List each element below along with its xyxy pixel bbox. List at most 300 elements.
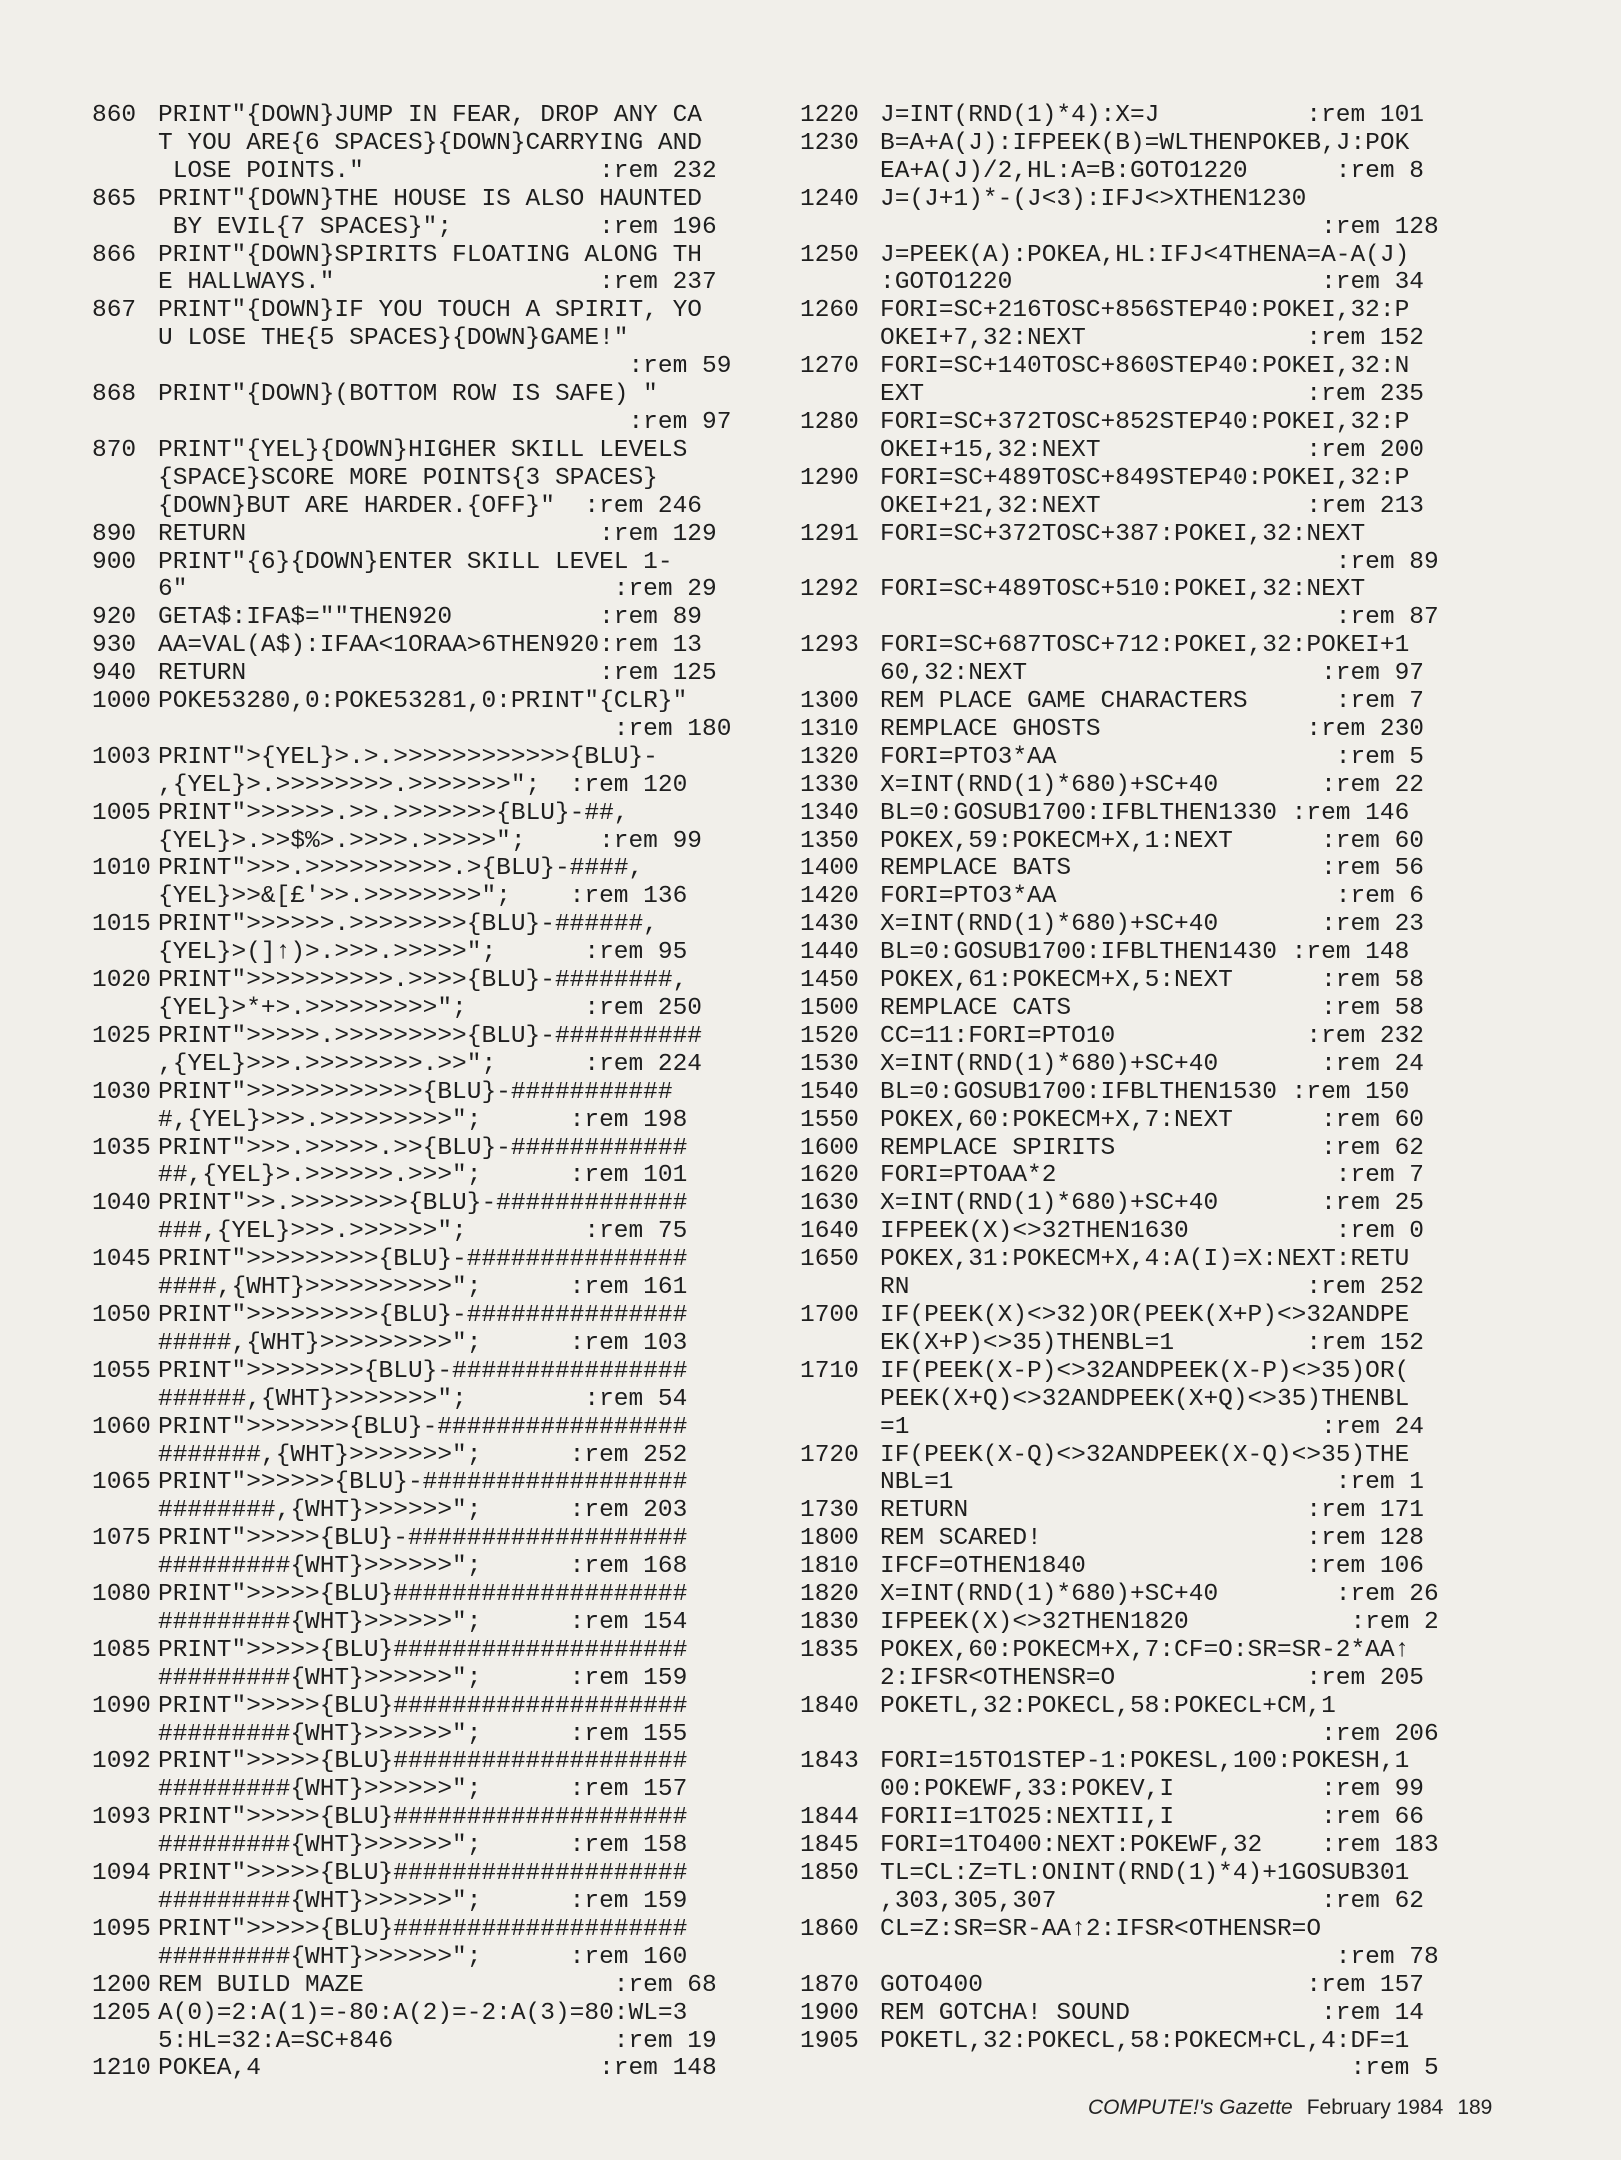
code-line	[800, 214, 1495, 242]
code-text: :GOTO1220 :rem 34	[880, 269, 1424, 297]
code-line	[92, 381, 782, 409]
code-text: FORI=SC+140TOSC+860STEP40:POKEI,32:N	[880, 353, 1410, 381]
line-number: 860	[92, 102, 137, 129]
code-line	[92, 2028, 782, 2056]
code-line	[92, 1776, 782, 1804]
code-text: #########{WHT}>>>>>>"; :rem 158	[158, 1832, 688, 1860]
code-text: B=A+A(J):IFPEEK(B)=WLTHENPOKEB,J:POK	[880, 129, 1410, 157]
code-line	[800, 437, 1495, 465]
line-number: 1850	[800, 1860, 859, 1888]
line-number: 1220	[800, 102, 859, 129]
code-text: #,{YEL}>>>.>>>>>>>>>"; :rem 198	[158, 1106, 688, 1134]
code-line	[800, 1693, 1495, 1721]
code-line	[800, 1944, 1495, 1972]
code-text: #########{WHT}>>>>>>"; :rem 159	[158, 1888, 688, 1915]
code-line	[800, 493, 1495, 521]
right-code-column	[800, 102, 1495, 2083]
code-text: RETURN :rem 171	[880, 1497, 1424, 1525]
code-text: PRINT">>>>>{BLU}####################	[158, 1692, 688, 1720]
code-line	[92, 772, 782, 800]
code-line	[800, 1023, 1495, 1051]
line-number: 1240	[800, 185, 859, 213]
line-number: 1350	[800, 827, 859, 855]
code-text: PRINT">>>>>{BLU}####################	[158, 1804, 688, 1832]
code-line	[800, 1804, 1495, 1832]
line-number: 1005	[92, 799, 151, 827]
line-number	[800, 158, 880, 186]
code-line	[92, 576, 782, 604]
code-text: FORI=SC+489TOSC+849STEP40:POKEI,32:P	[880, 464, 1410, 492]
line-number: 1055	[92, 1357, 151, 1385]
line-number: 1020	[92, 967, 151, 995]
code-text: X=INT(RND(1)*680)+SC+40 :rem 23	[880, 911, 1424, 939]
code-line	[92, 1497, 782, 1525]
line-number	[800, 1386, 880, 1414]
code-text: U LOSE THE{5 SPACES}{DOWN}GAME!"	[158, 325, 629, 353]
code-line	[800, 297, 1495, 325]
code-line	[92, 1442, 782, 1470]
code-text: ####,{WHT}>>>>>>>>>>"; :rem 161	[158, 1274, 688, 1302]
code-line	[92, 1665, 782, 1693]
code-line	[92, 297, 782, 325]
code-text: BY EVIL{7 SPACES}"; :rem 196	[158, 213, 717, 241]
code-text: ######,{WHT}>>>>>>>"; :rem 54	[158, 1385, 688, 1413]
line-number: 1065	[92, 1469, 151, 1497]
code-line	[800, 2028, 1495, 2056]
line-number: 1040	[92, 1190, 151, 1218]
code-text: :rem 78	[880, 1943, 1439, 1971]
code-text: FORI=SC+687TOSC+712:POKEI,32:POKEI+1	[880, 632, 1410, 660]
line-number	[92, 1107, 158, 1135]
code-text: :rem 206	[880, 1720, 1439, 1748]
code-text: EK(X+P)<>35)THENBL=1 :rem 152	[880, 1329, 1424, 1357]
line-number	[92, 1497, 158, 1525]
line-number	[92, 939, 158, 967]
line-number: 1050	[92, 1301, 151, 1329]
code-text: REMPLACE BATS :rem 56	[880, 855, 1424, 883]
line-number	[800, 1665, 880, 1693]
code-text: {YEL}>(]↑)>.>>>.>>>>>"; :rem 95	[158, 939, 688, 967]
code-line	[800, 2055, 1495, 2083]
code-text: J=(J+1)*-(J<3):IFJ<>XTHEN1230	[880, 185, 1307, 213]
line-number	[92, 1386, 158, 1414]
line-number: 1092	[92, 1748, 151, 1776]
code-line	[92, 1748, 782, 1776]
code-line	[800, 325, 1495, 353]
code-text: PRINT"{DOWN}JUMP IN FEAR, DROP ANY CA	[158, 102, 702, 129]
line-number: 1085	[92, 1636, 151, 1664]
code-text: REM SCARED! :rem 128	[880, 1525, 1424, 1553]
code-line	[92, 800, 782, 828]
line-number	[92, 1944, 158, 1972]
code-line	[92, 1944, 782, 1972]
code-line	[92, 214, 782, 242]
code-line	[92, 2055, 782, 2083]
code-line	[92, 883, 782, 911]
line-number: 1810	[800, 1553, 859, 1581]
code-text: #####,{WHT}>>>>>>>>>"; :rem 103	[158, 1329, 688, 1357]
code-line	[92, 1553, 782, 1581]
code-line	[92, 1358, 782, 1386]
line-number	[92, 214, 158, 242]
code-text: ##,{YEL}>.>>>>>>.>>>"; :rem 101	[158, 1162, 688, 1190]
code-line	[800, 1916, 1495, 1944]
code-line	[800, 521, 1495, 549]
line-number: 920	[92, 604, 137, 632]
line-number: 1400	[800, 855, 859, 883]
line-number	[92, 1665, 158, 1693]
code-line	[800, 1860, 1495, 1888]
code-text: GOTO400 :rem 157	[880, 1971, 1424, 1999]
code-text: {YEL}>*+>.>>>>>>>>>"; :rem 250	[158, 995, 702, 1022]
line-number	[92, 1330, 158, 1358]
line-number	[92, 1721, 158, 1749]
code-line	[92, 1832, 782, 1860]
line-number: 1530	[800, 1050, 859, 1078]
code-line	[800, 1358, 1495, 1386]
line-number	[800, 1776, 880, 1804]
code-line	[800, 186, 1495, 214]
code-line	[92, 1330, 782, 1358]
code-line	[800, 1553, 1495, 1581]
code-line	[800, 1888, 1495, 1916]
code-line	[92, 1079, 782, 1107]
code-text: :rem 128	[880, 213, 1439, 241]
line-number: 1905	[800, 2027, 859, 2055]
line-number	[92, 158, 158, 186]
line-number: 870	[92, 436, 137, 464]
line-number	[800, 214, 880, 242]
code-line	[800, 1386, 1495, 1414]
code-line	[800, 1469, 1495, 1497]
code-text: PRINT"{6}{DOWN}ENTER SKILL LEVEL 1-	[158, 548, 673, 576]
code-text: REM PLACE GAME CHARACTERS :rem 7	[880, 688, 1424, 716]
code-text: #########{WHT}>>>>>>"; :rem 157	[158, 1776, 688, 1804]
code-text: PRINT"{DOWN}(BOTTOM ROW IS SAFE) "	[158, 381, 658, 409]
code-line	[92, 1386, 782, 1414]
code-line	[92, 437, 782, 465]
code-line	[92, 1860, 782, 1888]
code-line	[92, 911, 782, 939]
code-line	[800, 158, 1495, 186]
code-line	[800, 1414, 1495, 1442]
code-line	[800, 1107, 1495, 1135]
line-number: 1200	[92, 1971, 151, 1999]
code-line	[92, 353, 782, 381]
code-text: PRINT">>>>>.>>>>>>>>>{BLU}-##########	[158, 1022, 702, 1050]
code-text: A(0)=2:A(1)=-80:A(2)=-2:A(3)=80:WL=3	[158, 1999, 688, 2027]
code-line	[800, 576, 1495, 604]
line-number	[800, 1414, 880, 1442]
code-text: 00:POKEWF,33:POKEV,I :rem 99	[880, 1776, 1424, 1804]
line-number: 1310	[800, 715, 859, 743]
code-text: 2:IFSR<OTHENSR=O :rem 205	[880, 1664, 1424, 1692]
code-line	[800, 130, 1495, 158]
code-line	[92, 744, 782, 772]
code-line	[800, 1776, 1495, 1804]
code-line	[92, 1581, 782, 1609]
line-number	[92, 325, 158, 353]
line-number: 1093	[92, 1804, 151, 1832]
code-text: REM BUILD MAZE :rem 68	[158, 1971, 717, 1999]
code-line	[92, 1274, 782, 1302]
line-number: 1320	[800, 743, 859, 771]
code-text: FORI=1TO400:NEXT:POKEWF,32 :rem 183	[880, 1832, 1439, 1860]
line-number	[92, 353, 158, 381]
line-number: 890	[92, 520, 137, 548]
line-number	[800, 1274, 880, 1302]
line-number	[800, 604, 880, 632]
code-text: PRINT"{YEL}{DOWN}HIGHER SKILL LEVELS	[158, 436, 688, 464]
line-number: 868	[92, 381, 137, 409]
code-line	[800, 2000, 1495, 2028]
code-text: 6" :rem 29	[158, 576, 717, 604]
line-number	[92, 1553, 158, 1581]
code-text: :rem 87	[880, 604, 1439, 632]
line-number: 866	[92, 241, 137, 269]
code-line	[800, 1330, 1495, 1358]
code-text: IF(PEEK(X-P)<>32ANDPEEK(X-P)<>35)OR(	[880, 1357, 1410, 1385]
code-line	[800, 1274, 1495, 1302]
code-text: OKEI+7,32:NEXT :rem 152	[880, 325, 1424, 353]
code-text: FORI=PTO3*AA :rem 6	[880, 883, 1424, 911]
code-line	[800, 1135, 1495, 1163]
line-number: 1600	[800, 1134, 859, 1162]
code-text: POKEX,60:POKECM+X,7:CF=O:SR=SR-2*AA↑	[880, 1636, 1410, 1664]
line-number: 1035	[92, 1134, 151, 1162]
code-text: POKEX,61:POKECM+X,5:NEXT :rem 58	[880, 967, 1424, 995]
line-number	[92, 409, 158, 437]
code-line	[92, 1916, 782, 1944]
code-line	[800, 939, 1495, 967]
code-line	[92, 325, 782, 353]
code-text: PRINT">>>.>>>>>>>>>>.>{BLU}-####,	[158, 855, 644, 883]
line-number: 1030	[92, 1078, 151, 1106]
code-text: EA+A(J)/2,HL:A=B:GOTO1220 :rem 8	[880, 157, 1424, 185]
code-line	[800, 242, 1495, 270]
code-text: X=INT(RND(1)*680)+SC+40 :rem 25	[880, 1190, 1424, 1218]
line-number: 1045	[92, 1246, 151, 1274]
code-line	[800, 1442, 1495, 1470]
line-number: 865	[92, 185, 137, 213]
code-line	[92, 688, 782, 716]
code-text: {DOWN}BUT ARE HARDER.{OFF}" :rem 246	[158, 492, 702, 520]
line-number	[92, 130, 158, 158]
line-number: 1800	[800, 1525, 859, 1553]
code-text: GETA$:IFA$=""THEN920 :rem 89	[158, 604, 702, 632]
code-line	[800, 688, 1495, 716]
code-line	[800, 1302, 1495, 1330]
line-number	[92, 883, 158, 911]
code-line	[92, 1218, 782, 1246]
code-text: PRINT">>>>>>>>>>>>{BLU}-###########	[158, 1078, 673, 1106]
code-line	[800, 1497, 1495, 1525]
code-text: #########{WHT}>>>>>>"; :rem 159	[158, 1664, 688, 1692]
code-text: ########,{WHT}>>>>>>"; :rem 203	[158, 1497, 688, 1525]
line-number: 1340	[800, 799, 859, 827]
code-text: POKETL,32:POKECL,58:POKECL+CM,1	[880, 1692, 1336, 1720]
line-number	[800, 325, 880, 353]
line-number: 1540	[800, 1078, 859, 1106]
line-number: 1300	[800, 688, 859, 716]
line-number: 1010	[92, 855, 151, 883]
code-text: ,{YEL}>.>>>>>>>>.>>>>>>>"; :rem 120	[158, 771, 688, 799]
publication-name: COMPUTE!'s Gazette	[1088, 2096, 1293, 2119]
code-text: LOSE POINTS." :rem 232	[158, 157, 717, 185]
code-text: PRINT">{YEL}>.>.>>>>>>>>>>>>{BLU}-	[158, 743, 658, 771]
code-text: PRINT"{DOWN}SPIRITS FLOATING ALONG TH	[158, 241, 702, 269]
code-text: REMPLACE GHOSTS :rem 230	[880, 715, 1424, 743]
line-number	[92, 995, 158, 1023]
code-text: E HALLWAYS." :rem 237	[158, 269, 717, 297]
code-line	[800, 549, 1495, 577]
code-text: PRINT">>>>>>{BLU}-##################	[158, 1469, 688, 1497]
line-number: 1000	[92, 688, 151, 716]
code-line	[92, 1804, 782, 1832]
code-text: T YOU ARE{6 SPACES}{DOWN}CARRYING AND	[158, 129, 702, 157]
code-line	[92, 939, 782, 967]
code-line	[92, 158, 782, 186]
line-number	[92, 772, 158, 800]
line-number: 1720	[800, 1441, 859, 1469]
line-number: 1075	[92, 1525, 151, 1553]
code-line	[800, 381, 1495, 409]
code-text: OKEI+21,32:NEXT :rem 213	[880, 492, 1424, 520]
code-line	[800, 772, 1495, 800]
line-number	[800, 437, 880, 465]
code-line	[92, 1023, 782, 1051]
line-number	[800, 269, 880, 297]
code-text: POKEX,60:POKECM+X,7:NEXT :rem 60	[880, 1106, 1424, 1134]
line-number	[92, 269, 158, 297]
line-number: 1230	[800, 129, 859, 157]
code-line	[92, 1162, 782, 1190]
line-number: 1650	[800, 1246, 859, 1274]
code-text: RETURN :rem 125	[158, 660, 717, 688]
line-number: 940	[92, 660, 137, 688]
line-number: 1080	[92, 1581, 151, 1609]
line-number	[92, 2028, 158, 2056]
code-line	[92, 1637, 782, 1665]
code-line	[92, 269, 782, 297]
line-number	[92, 1888, 158, 1916]
line-number: 930	[92, 632, 137, 660]
code-line	[92, 549, 782, 577]
code-line	[92, 186, 782, 214]
code-line	[800, 1051, 1495, 1079]
line-number: 1260	[800, 297, 859, 325]
line-number: 1500	[800, 995, 859, 1022]
line-number: 1550	[800, 1106, 859, 1134]
code-text: J=PEEK(A):POKEA,HL:IFJ<4THENA=A-A(J)	[880, 241, 1410, 269]
code-line	[92, 242, 782, 270]
line-number	[800, 1330, 880, 1358]
code-text: :rem 89	[880, 548, 1439, 576]
code-line	[92, 995, 782, 1023]
code-line	[800, 744, 1495, 772]
line-number: 1015	[92, 911, 151, 939]
issue-date: February 1984	[1306, 2096, 1444, 2119]
line-number: 1291	[800, 520, 859, 548]
left-code-column	[92, 102, 782, 2083]
code-line	[92, 102, 782, 130]
code-text: ###,{YEL}>>>.>>>>>>"; :rem 75	[158, 1218, 688, 1246]
code-line	[800, 465, 1495, 493]
code-text: :rem 97	[158, 408, 732, 436]
line-number: 1840	[800, 1692, 859, 1720]
line-number: 1450	[800, 967, 859, 995]
code-text: IFCF=OTHEN1840 :rem 106	[880, 1553, 1424, 1581]
code-line	[800, 1609, 1495, 1637]
code-line	[800, 102, 1495, 130]
code-line	[92, 1107, 782, 1135]
code-text: =1 :rem 24	[880, 1413, 1424, 1441]
code-line	[800, 1190, 1495, 1218]
code-line	[800, 967, 1495, 995]
code-text: POKEX,59:POKECM+X,1:NEXT :rem 60	[880, 827, 1424, 855]
code-text: IFPEEK(X)<>32THEN1820 :rem 2	[880, 1608, 1439, 1636]
line-number: 1440	[800, 939, 859, 967]
code-line	[800, 716, 1495, 744]
code-line	[92, 660, 782, 688]
line-number: 1700	[800, 1301, 859, 1329]
code-line	[92, 1135, 782, 1163]
code-text: PRINT"{DOWN}THE HOUSE IS ALSO HAUNTED	[158, 185, 702, 213]
code-line	[92, 1888, 782, 1916]
code-line	[92, 1190, 782, 1218]
code-text: J=INT(RND(1)*4):X=J :rem 101	[880, 102, 1424, 129]
code-line	[800, 1748, 1495, 1776]
code-line	[92, 632, 782, 660]
code-text: IFPEEK(X)<>32THEN1630 :rem 0	[880, 1218, 1424, 1246]
page-footer	[1088, 2096, 1492, 2120]
line-number	[92, 1274, 158, 1302]
code-line	[800, 883, 1495, 911]
line-number: 1630	[800, 1190, 859, 1218]
code-text: TL=CL:Z=TL:ONINT(RND(1)*4)+1GOSUB301	[880, 1860, 1410, 1888]
code-text: PRINT">>>>>>>{BLU}-#################	[158, 1413, 688, 1441]
code-text: BL=0:GOSUB1700:IFBLTHEN1430 :rem 148	[880, 939, 1410, 967]
code-line	[92, 1693, 782, 1721]
code-line	[800, 632, 1495, 660]
line-number: 1845	[800, 1832, 859, 1860]
code-text: PRINT">>>>>{BLU}####################	[158, 1581, 688, 1609]
code-text: NBL=1 :rem 1	[880, 1469, 1424, 1497]
code-line	[92, 2000, 782, 2028]
code-text: EXT :rem 235	[880, 381, 1424, 409]
code-text: X=INT(RND(1)*680)+SC+40 :rem 22	[880, 771, 1424, 799]
code-text: FORII=1TO25:NEXTII,I :rem 66	[880, 1804, 1424, 1832]
line-number	[92, 1776, 158, 1804]
line-number: 1205	[92, 1999, 151, 2027]
line-number	[800, 1944, 880, 1972]
line-number	[92, 1442, 158, 1470]
line-number: 1060	[92, 1413, 151, 1441]
code-line	[92, 1525, 782, 1553]
code-text: PRINT">>>.>>>>>.>>{BLU}-############	[158, 1134, 688, 1162]
code-text: REMPLACE CATS :rem 58	[880, 995, 1424, 1022]
code-text: PRINT">>>>>{BLU}####################	[158, 1860, 688, 1888]
code-line	[800, 269, 1495, 297]
line-number: 1095	[92, 1915, 151, 1943]
code-line	[800, 995, 1495, 1023]
code-text: BL=0:GOSUB1700:IFBLTHEN1530 :rem 150	[880, 1078, 1410, 1106]
code-line	[800, 1218, 1495, 1246]
code-text: PRINT">>>>>>>>{BLU}-################	[158, 1357, 688, 1385]
line-number	[92, 716, 158, 744]
line-number: 1520	[800, 1022, 859, 1050]
code-line	[92, 1469, 782, 1497]
